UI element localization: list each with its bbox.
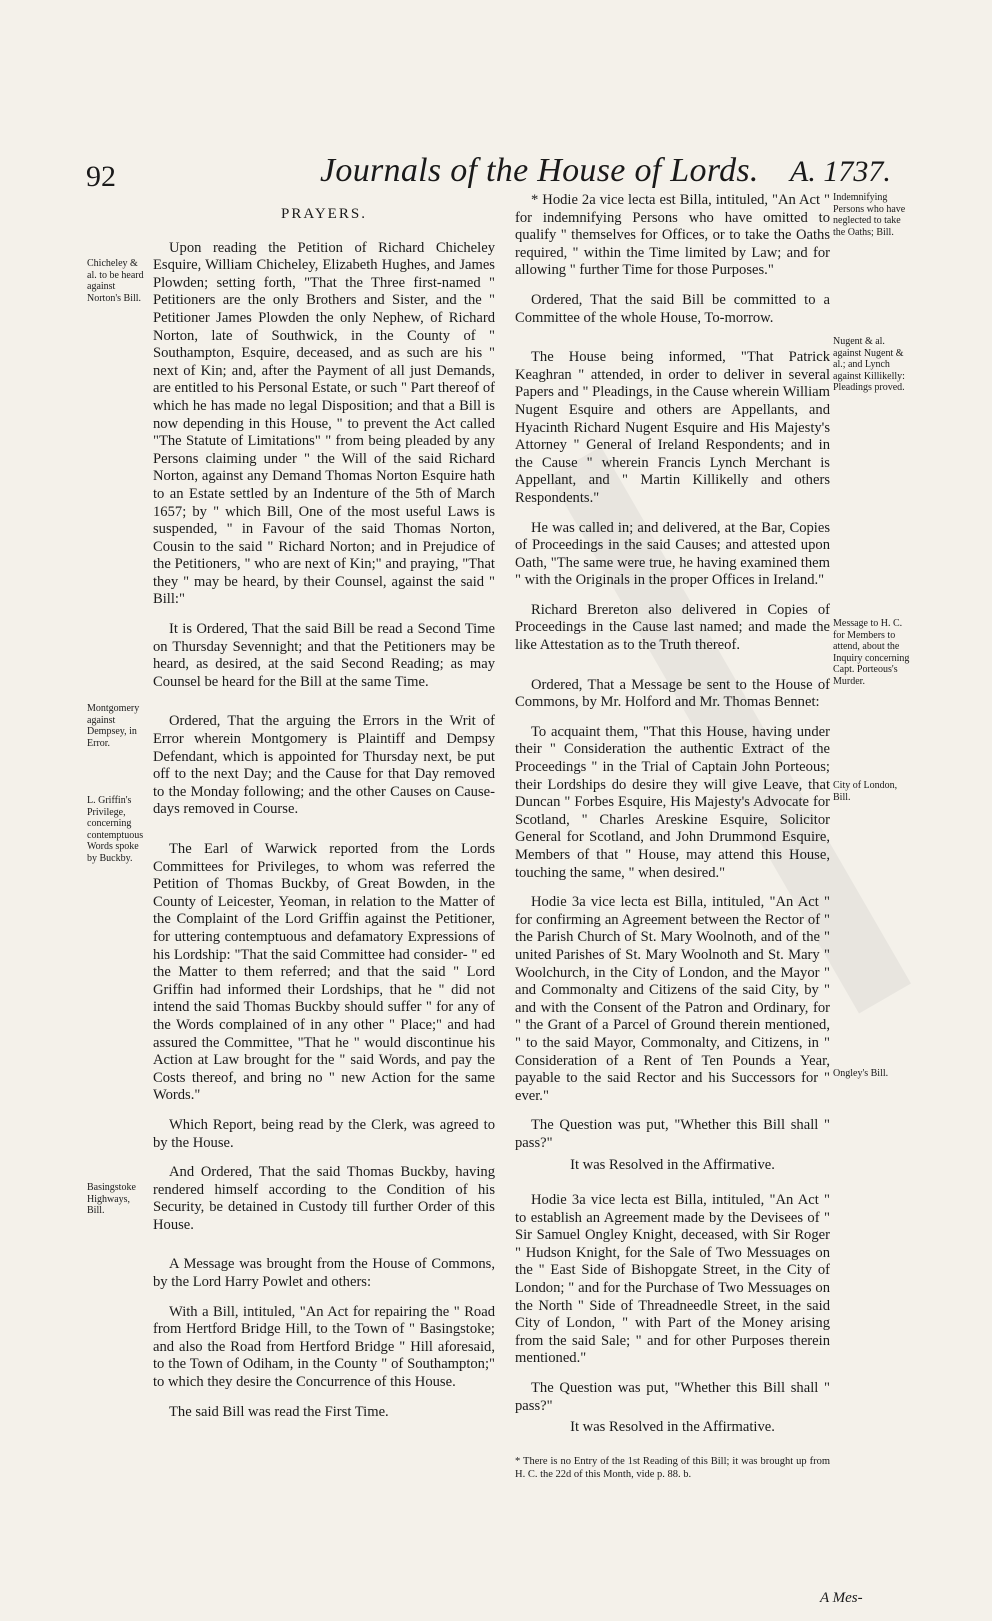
paragraph: Ordered, That the said Bill be committed to a Committee of the whole House, To-morrow. (515, 291, 830, 326)
margin-note-left: Basingstoke Highways, Bill. (87, 1182, 136, 1216)
paragraph: He was called in; and delivered, at the Bar, Copies of Proceedings in the said Causes; and attested upon Oath, "The same were true, he having examined them " with the Originals in the proper Offices in Ireland." (515, 519, 830, 589)
paragraph: Upon reading the Petition of Richard Chicheley Esquire, William Chicheley, Elizabeth Hughes, and James Plowden; setting forth, "That the Three first-named " Petitioners are the only Brothers and Sister, and the " Petitioner James Plowden the only Nephew, of Richard Norton, late of Southwick, in the County of " Southampton, Esquire, deceased, and as such are his " next of Kin; and, after the Payment of all just Demands, are entitled to his Personal Estate, or such " Part thereof of which he has made no legal Disposition; and that a Bill is now depending in this House, " to prevent the Act called "The Statute of Limitations" " from being pleaded by any Persons claiming under " the Will of the said Richard Norton, against any Demand Thomas Norton Esquire hath to an Estate settled by an Indenture of the 5th of March 1657; by " which Bill, One of the most useful Laws is suspended, " in Favour of the said Thomas Norton, Cousin to the said " Richard Norton; and in Prejudice of the Petitioners, " who are next of Kin;" and praying, "That they " may be heard, by their Counsel, against the said " Bill:" (153, 239, 495, 608)
margin-note-left: Chicheley & al. to be heard against Norton's Bill. (87, 258, 144, 304)
paragraph: Ordered, That a Message be sent to the House of Commons, by Mr. Holford and Mr. Thomas Bennet: (515, 676, 830, 711)
margin-note-right: City of London, Bill. (833, 780, 898, 803)
margin-note-left: L. Griffin's Privilege, concerning contemptuous Words spoke by Buckby. (87, 795, 144, 864)
paragraph: It is Ordered, That the said Bill be read a Second Time on Thursday Sevennight; and that the Petitioners may be heard, as desired, at the said Second Reading; as may Counsel be heard for the Bill at the same Time. (153, 621, 495, 690)
section-heading: PRAYERS. (281, 206, 367, 222)
paragraph: Ordered, That the arguing the Errors in the Writ of Error wherein Montgomery is Plaintiff and Dempsy Defendant, which is appointed for Thursday next, be put off to the next Day; and the Cause for that Day removed to the Monday following; and the other Causes on Cause-days removed in Course. (153, 713, 495, 818)
margin-note-right: Indemnifying Persons who have neglected to take the Oaths; Bill. (833, 192, 906, 238)
footnote: * There is no Entry of the 1st Reading of this Bill; it was brought up from H. C. the 22d of this Month, vide p. 88. b. (515, 1455, 830, 1480)
paragraph: Which Report, being read by the Clerk, was agreed to by the House. (153, 1116, 495, 1151)
paragraph: The said Bill was read the First Time. (169, 1403, 389, 1420)
margin-note-right: Nugent & al. against Nugent & al.; and Lynch against Killikelly: Pleadings proved. (833, 336, 905, 393)
paragraph: To acquaint them, "That this House, having under their " Consideration the authentic Extract of the Proceedings " in the Trial of Captain John Porteous; their Lordships do desire they will give Leave, that Duncan " Forbes Esquire, His Majesty's Advocate for Scotland, " Charles Areskine Esquire, Solicitor General for Scotland, and John Drummond Esquire, Members of that " House, may attend this House, touching the same, " when desired." (515, 723, 830, 881)
resolution-line: It was Resolved in the Affirmative. (570, 1156, 775, 1173)
paragraph: With a Bill, intituled, "An Act for repairing the " Road from Hertford Bridge Hill, to the Town of " Basingstoke; and also the Road from Hertford Bridge " Hill aforesaid, to the Town of Odiham, in the County " of Southampton;" to which they desire the Concurrence of this House. (153, 1303, 495, 1391)
margin-note-left: Montgomery against Dempsey, in Error. (87, 703, 140, 749)
paragraph: Hodie 3a vice lecta est Billa, intituled, "An Act " to establish an Agreement made by the Devisees of " Sir Samuel Ongley Knight, deceased, with Sir Roger " Hudson Knight, for the Sale of Two Messuages on the " East Side of Bishopgate Street, in the City of London; " and for the Purchase of Two Messuages on the North " Side of Threadneedle Street, in the said City of London, " with Part of the Money arising from the said Sale; " and for other Purposes therein mentioned." (515, 1192, 830, 1367)
paragraph: A Message was brought from the House of Commons, by the Lord Harry Powlet and others: (153, 1256, 495, 1291)
paragraph: * Hodie 2a vice lecta est Billa, intituled, "An Act " for indemnifying Persons who have omitted to qualify " themselves for Offices, or to take the Oaths required, " within the Time limited by Law; and for allowing " further Time for those Purposes." (515, 192, 830, 279)
right-column (515, 192, 830, 1493)
left-column (153, 206, 495, 1433)
paragraph: The Earl of Warwick reported from the Lords Committees for Privileges, to whom was referred the Petition of Thomas Buckby, of Great Bowden, in the County of Leicester, Yeoman, in relation to the Matter of the Complaint of the Lord Griffin against the Petitioner, for uttering contemptuous and defamatory Expressions of his Lordship: "That the said Committee had consider- " ed the Matter to them referred; and that the said " Lord Griffin had informed their Lordships, that he " did not intend the said Thomas Buckby should suffer " for any of the Words complained of in any other " Place;" and had assured the Committee, "That he " would discontinue his Action at Law brought for the " said Words, and pay the Costs thereof, and bring no " new Action for the same Words." (153, 841, 495, 1104)
journal-title: Journals of the House of Lords. (320, 152, 759, 189)
margin-note-right: Message to H. C. for Members to attend, about the Inquiry concerning Capt. Porteous's Murder. (833, 618, 910, 687)
paragraph: Richard Brereton also delivered in Copies of Proceedings in the Cause last named; and made the like Attestation as to the Truth thereof. (515, 601, 830, 654)
resolution-line: It was Resolved in the Affirmative. (570, 1419, 775, 1436)
question-line: The Question was put, "Whether this Bill shall " pass?" (515, 1380, 830, 1414)
margin-note-right: Ongley's Bill. (833, 1068, 889, 1079)
year-label: A. 1737. (790, 155, 891, 188)
paragraph: The House being informed, "That Patrick Keaghran " attended, in order to deliver in several Papers and " Pleadings, in the Cause wherein William Nugent Esquire and others are Appellants, and Hyacinth Richard Nugent Esquire and His Majesty's Attorney " General of Ireland Respondents; and in the Cause " wherein Francis Lynch Merchant is Appellant, and " Martin Killikelly and others Respondents." (515, 349, 830, 506)
page-number: 92 (86, 160, 116, 193)
question-line: The Question was put, "Whether this Bill shall " pass?" (515, 1117, 830, 1151)
catchword: A Mes- (820, 1590, 863, 1606)
paragraph: And Ordered, That the said Thomas Buckby, having rendered himself according to the Condition of his Security, be detained in Custody till further Order of this House. (153, 1164, 495, 1233)
paragraph: Hodie 3a vice lecta est Billa, intituled, "An Act " for confirming an Agreement between the Rector of " the Parish Church of St. Mary Woolnoth, and of the " united Parishes of St. Mary Woolnoth and St. Mary " Woolchurch, in the City of London, and the Mayor " and Commonalty and Citizens of the said City, by " and with the Consent of the Patron and Ordinary, for " the Grant of a Parcel of Ground therein mentioned, " to the said Mayor, Commonalty, and Citizens, in " Consideration of a Rent of Ten Pounds a Year, payable to the said Rector and his Successors for " ever." (515, 894, 830, 1104)
